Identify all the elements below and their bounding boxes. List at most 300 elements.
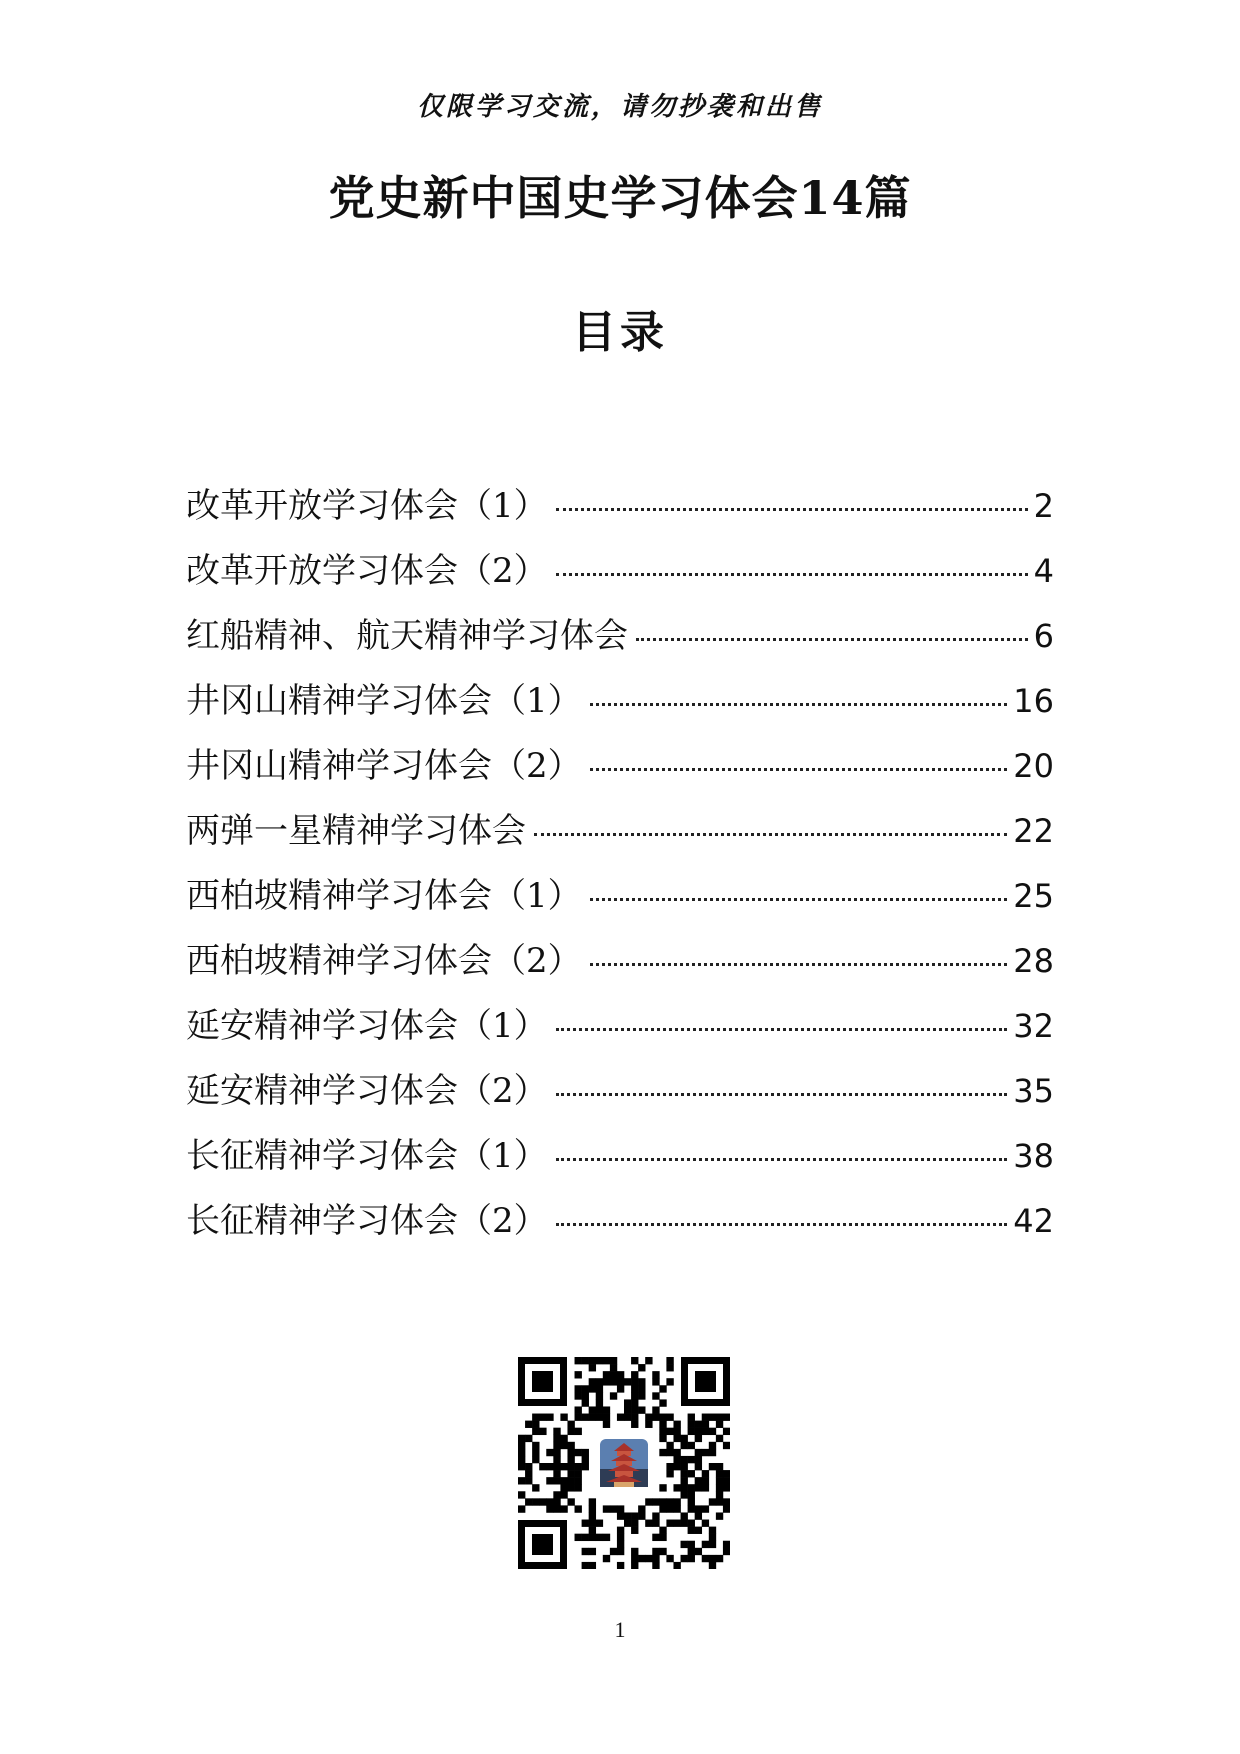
qr-module — [575, 1385, 582, 1392]
qr-module — [673, 1562, 680, 1569]
qr-module — [716, 1463, 723, 1470]
qr-module — [553, 1428, 560, 1435]
qr-module — [567, 1470, 574, 1477]
toc-entry-title: 红船精神、航天精神学习体会 — [186, 616, 628, 656]
qr-module — [688, 1456, 695, 1463]
qr-module — [532, 1498, 539, 1505]
qr-module — [702, 1477, 709, 1484]
qr-module — [617, 1548, 624, 1555]
qr-module — [596, 1534, 603, 1541]
qr-module — [681, 1435, 688, 1442]
toc-leader-dots — [534, 833, 1007, 836]
qr-module — [596, 1392, 603, 1399]
qr-module — [553, 1435, 560, 1442]
qr-module — [575, 1534, 582, 1541]
qr-module — [723, 1505, 730, 1512]
qr-module — [673, 1421, 680, 1428]
qr-module — [659, 1498, 666, 1505]
qr-module — [723, 1484, 730, 1491]
qr-module — [553, 1505, 560, 1512]
qr-module — [688, 1442, 695, 1449]
qr-module — [603, 1414, 610, 1421]
toc-entry-title: 改革开放学习体会（2） — [186, 551, 548, 591]
toc-entry-title: 长征精神学习体会（2） — [186, 1201, 548, 1241]
qr-module — [702, 1484, 709, 1491]
qr-module — [525, 1463, 532, 1470]
qr-module — [681, 1477, 688, 1484]
qr-module — [666, 1378, 673, 1385]
toc-entry-title: 长征精神学习体会（1） — [186, 1136, 548, 1176]
qr-module — [709, 1555, 716, 1562]
qr-module — [610, 1505, 617, 1512]
qr-module — [681, 1541, 688, 1548]
qr-module — [645, 1555, 652, 1562]
qr-module — [631, 1562, 638, 1569]
qr-module — [560, 1477, 567, 1484]
qr-module — [723, 1477, 730, 1484]
qr-module — [575, 1357, 582, 1364]
copyright-notice: 仅限学习交流，请勿抄袭和出售 — [416, 92, 823, 122]
toc-entry[interactable] — [186, 868, 1054, 933]
toc-entry-title: 延安精神学习体会（2） — [186, 1071, 548, 1111]
qr-module — [575, 1392, 582, 1399]
qr-module — [723, 1470, 730, 1477]
qr-module — [575, 1484, 582, 1491]
toc-entry-page-number: 20 — [1013, 747, 1054, 785]
qr-module — [688, 1428, 695, 1435]
qr-module — [716, 1414, 723, 1421]
toc-leader-dots — [590, 963, 1008, 966]
qr-module — [638, 1512, 645, 1519]
qr-module — [610, 1548, 617, 1555]
qr-module — [702, 1505, 709, 1512]
qr-module — [723, 1548, 730, 1555]
qr-module — [525, 1421, 532, 1428]
qr-module — [652, 1534, 659, 1541]
qr-module — [582, 1385, 589, 1392]
qr-module — [532, 1421, 539, 1428]
toc-heading: 目录 — [572, 307, 668, 358]
qr-module — [695, 1421, 702, 1428]
qr-module — [709, 1534, 716, 1541]
qr-module — [567, 1449, 574, 1456]
qr-module — [617, 1527, 624, 1534]
qr-module — [673, 1449, 680, 1456]
qr-module — [631, 1421, 638, 1428]
qr-module — [688, 1421, 695, 1428]
qr-module — [695, 1477, 702, 1484]
toc-entry-page-number: 42 — [1013, 1202, 1054, 1240]
toc-entry[interactable] — [186, 673, 1054, 738]
qr-module — [525, 1435, 532, 1442]
qr-module — [582, 1548, 589, 1555]
qr-module — [518, 1477, 525, 1484]
toc-entry[interactable] — [186, 933, 1054, 998]
qr-module — [560, 1505, 567, 1512]
document-title: 党史新中国史学习体会14篇 — [328, 171, 912, 225]
qr-module — [624, 1414, 631, 1421]
qr-module — [723, 1414, 730, 1421]
qr-module — [681, 1555, 688, 1562]
qr-module — [567, 1498, 574, 1505]
qr-module — [610, 1392, 617, 1399]
qr-module — [518, 1449, 525, 1456]
qr-module — [560, 1414, 567, 1421]
qr-module — [631, 1378, 638, 1385]
toc-leader-dots — [636, 638, 1028, 641]
qr-module — [582, 1534, 589, 1541]
qr-module — [575, 1414, 582, 1421]
qr-module — [645, 1357, 652, 1364]
qr-module — [589, 1548, 596, 1555]
qr-module — [652, 1378, 659, 1385]
qr-module — [582, 1463, 589, 1470]
toc-leader-dots — [556, 1158, 1008, 1161]
qr-module — [652, 1512, 659, 1519]
qr-module — [652, 1498, 659, 1505]
qr-module — [603, 1406, 610, 1413]
qr-module — [603, 1371, 610, 1378]
qr-module — [709, 1562, 716, 1569]
qr-module — [695, 1456, 702, 1463]
qr-module — [688, 1484, 695, 1491]
toc-leader-dots — [556, 1028, 1008, 1031]
qr-module — [631, 1357, 638, 1364]
qr-module — [688, 1491, 695, 1498]
qr-module — [695, 1428, 702, 1435]
qr-module — [631, 1520, 638, 1527]
qr-module — [560, 1442, 567, 1449]
toc-entry-title: 改革开放学习体会（1） — [186, 486, 548, 526]
qr-module — [575, 1371, 582, 1378]
qr-module — [560, 1484, 567, 1491]
toc-leader-dots — [590, 898, 1008, 901]
toc-leader-dots — [556, 1093, 1008, 1096]
qr-module — [716, 1435, 723, 1442]
qr-module — [575, 1505, 582, 1512]
pagoda-logo-icon — [597, 1436, 651, 1490]
qr-module — [659, 1435, 666, 1442]
qr-module — [567, 1484, 574, 1491]
qr-module — [659, 1505, 666, 1512]
qr-module — [631, 1512, 638, 1519]
qr-module — [631, 1385, 638, 1392]
toc-entry-page-number: 16 — [1013, 682, 1054, 720]
qr-module — [539, 1414, 546, 1421]
toc-entry[interactable] — [186, 608, 1054, 673]
qr-module — [610, 1378, 617, 1385]
qr-module — [652, 1555, 659, 1562]
qr-module — [603, 1534, 610, 1541]
toc-entry[interactable] — [186, 1193, 1054, 1258]
qr-module — [659, 1414, 666, 1421]
qr-module — [666, 1449, 673, 1456]
qr-module — [575, 1428, 582, 1435]
qr-module — [525, 1470, 532, 1477]
qr-module — [624, 1406, 631, 1413]
qr-module — [532, 1484, 539, 1491]
qr-module — [666, 1463, 673, 1470]
toc-leader-dots — [556, 1223, 1008, 1226]
qr-module — [652, 1562, 659, 1569]
toc-entry-page-number: 2 — [1033, 487, 1054, 525]
qr-module — [624, 1520, 631, 1527]
qr-module — [596, 1385, 603, 1392]
qr-module — [575, 1477, 582, 1484]
qr-module — [709, 1449, 716, 1456]
qr-module — [688, 1555, 695, 1562]
qr-module — [673, 1505, 680, 1512]
qr-module — [596, 1378, 603, 1385]
qr-module — [525, 1498, 532, 1505]
qr-module — [673, 1484, 680, 1491]
qr-module — [553, 1463, 560, 1470]
toc-entry-page-number: 32 — [1013, 1007, 1054, 1045]
qr-module — [567, 1421, 574, 1428]
qr-module — [723, 1442, 730, 1449]
qr-module — [610, 1357, 617, 1364]
qr-module — [617, 1512, 624, 1519]
qr-module — [666, 1357, 673, 1364]
toc-entry[interactable] — [186, 543, 1054, 608]
qr-module — [666, 1442, 673, 1449]
qr-module — [589, 1520, 596, 1527]
qr-module — [716, 1484, 723, 1491]
qr-module — [575, 1449, 582, 1456]
qr-module — [596, 1414, 603, 1421]
qr-module — [645, 1421, 652, 1428]
qr-module — [666, 1364, 673, 1371]
qr-module — [716, 1421, 723, 1428]
qr-module — [532, 1428, 539, 1435]
qr-module — [631, 1527, 638, 1534]
qr-module — [617, 1534, 624, 1541]
qr-module — [702, 1541, 709, 1548]
qr-code-icon — [518, 1357, 730, 1569]
qr-module — [546, 1463, 553, 1470]
qr-module — [575, 1463, 582, 1470]
toc-entry-title: 井冈山精神学习体会（1） — [186, 681, 582, 721]
qr-module — [589, 1385, 596, 1392]
qr-module — [603, 1505, 610, 1512]
qr-module — [681, 1491, 688, 1498]
qr-module — [575, 1406, 582, 1413]
toc-entry-page-number: 25 — [1013, 877, 1054, 915]
toc-entry-page-number: 22 — [1013, 812, 1054, 850]
page-number: 1 — [614, 1617, 626, 1642]
qr-module — [716, 1477, 723, 1484]
qr-module — [589, 1512, 596, 1519]
qr-module — [582, 1562, 589, 1569]
qr-module — [702, 1421, 709, 1428]
qr-module — [659, 1399, 666, 1406]
qr-module — [645, 1520, 652, 1527]
qr-module — [702, 1555, 709, 1562]
toc-entry[interactable] — [186, 803, 1054, 868]
toc-entry[interactable] — [186, 1063, 1054, 1128]
qr-module — [666, 1414, 673, 1421]
qr-module — [582, 1449, 589, 1456]
qr-module — [681, 1470, 688, 1477]
qr-module — [652, 1406, 659, 1413]
qr-module — [589, 1364, 596, 1371]
qr-module — [666, 1428, 673, 1435]
qr-module — [638, 1392, 645, 1399]
toc-entry-title: 井冈山精神学习体会（2） — [186, 746, 582, 786]
qr-module — [688, 1520, 695, 1527]
qr-finder-top-right — [681, 1357, 730, 1406]
qr-module — [716, 1470, 723, 1477]
qr-module — [695, 1512, 702, 1519]
qr-finder-bottom-left — [518, 1520, 567, 1569]
qr-module — [553, 1449, 560, 1456]
qr-module — [596, 1406, 603, 1413]
qr-module — [518, 1505, 525, 1512]
qr-module — [709, 1498, 716, 1505]
qr-module — [695, 1527, 702, 1534]
qr-module — [617, 1541, 624, 1548]
qr-module — [702, 1428, 709, 1435]
qr-module — [709, 1428, 716, 1435]
qr-module — [624, 1512, 631, 1519]
qr-module — [603, 1357, 610, 1364]
qr-module — [638, 1555, 645, 1562]
qr-module — [589, 1378, 596, 1385]
qr-module — [546, 1449, 553, 1456]
qr-module — [596, 1357, 603, 1364]
qr-module — [688, 1414, 695, 1421]
qr-module — [695, 1505, 702, 1512]
qr-module — [659, 1449, 666, 1456]
qr-module — [539, 1428, 546, 1435]
qr-module — [673, 1498, 680, 1505]
toc-entry-title: 西柏坡精神学习体会（1） — [186, 876, 582, 916]
qr-module — [617, 1378, 624, 1385]
toc-entry[interactable] — [186, 1128, 1054, 1193]
toc-entry-page-number: 28 — [1013, 942, 1054, 980]
qr-module — [645, 1414, 652, 1421]
qr-module — [638, 1378, 645, 1385]
qr-module — [617, 1562, 624, 1569]
qr-module — [631, 1406, 638, 1413]
qr-module — [582, 1456, 589, 1463]
qr-module — [638, 1406, 645, 1413]
toc-entry-title: 西柏坡精神学习体会（2） — [186, 941, 582, 981]
qr-module — [673, 1456, 680, 1463]
qr-module — [631, 1414, 638, 1421]
qr-module — [603, 1378, 610, 1385]
toc-entry[interactable] — [186, 738, 1054, 803]
toc-entry[interactable] — [186, 998, 1054, 1063]
qr-module — [666, 1555, 673, 1562]
qr-module — [567, 1463, 574, 1470]
qr-module — [723, 1541, 730, 1548]
qr-module — [688, 1548, 695, 1555]
qr-module — [709, 1463, 716, 1470]
qr-module — [560, 1491, 567, 1498]
qr-module — [652, 1371, 659, 1378]
toc-leader-dots — [556, 508, 1028, 511]
qr-module — [539, 1498, 546, 1505]
qr-module — [518, 1435, 525, 1442]
qr-module — [546, 1505, 553, 1512]
qr-module — [681, 1484, 688, 1491]
qr-module — [652, 1520, 659, 1527]
qr-module — [560, 1463, 567, 1470]
toc-entry[interactable] — [186, 478, 1054, 543]
qr-module — [709, 1442, 716, 1449]
qr-module — [582, 1399, 589, 1406]
qr-module — [666, 1470, 673, 1477]
qr-module — [532, 1442, 539, 1449]
qr-finder-top-left — [518, 1357, 567, 1406]
toc-leader-dots — [590, 703, 1008, 706]
qr-module — [553, 1456, 560, 1463]
qr-module — [560, 1435, 567, 1442]
qr-module — [582, 1414, 589, 1421]
qr-module — [532, 1456, 539, 1463]
toc-entry-page-number: 38 — [1013, 1137, 1054, 1175]
qr-module — [518, 1456, 525, 1463]
table-of-contents — [186, 478, 1054, 1258]
qr-module — [638, 1385, 645, 1392]
qr-module — [582, 1357, 589, 1364]
qr-module — [553, 1470, 560, 1477]
qr-module — [702, 1414, 709, 1421]
qr-module — [666, 1520, 673, 1527]
qr-module — [631, 1548, 638, 1555]
qr-module — [582, 1520, 589, 1527]
qr-module — [702, 1449, 709, 1456]
qr-module — [723, 1428, 730, 1435]
qr-module — [624, 1399, 631, 1406]
qr-module — [659, 1421, 666, 1428]
qr-module — [631, 1392, 638, 1399]
qr-module — [652, 1392, 659, 1399]
qr-module — [681, 1456, 688, 1463]
qr-module — [553, 1442, 560, 1449]
qr-module — [659, 1385, 666, 1392]
qr-module — [567, 1456, 574, 1463]
qr-module — [589, 1498, 596, 1505]
qr-module — [589, 1406, 596, 1413]
qr-module — [624, 1378, 631, 1385]
qr-module — [681, 1442, 688, 1449]
qr-module — [582, 1392, 589, 1399]
qr-module — [659, 1534, 666, 1541]
qr-module — [546, 1414, 553, 1421]
qr-module — [567, 1428, 574, 1435]
toc-entry-page-number: 6 — [1033, 617, 1054, 655]
qr-module — [589, 1562, 596, 1569]
qr-module — [589, 1357, 596, 1364]
qr-module — [567, 1477, 574, 1484]
qr-module — [688, 1541, 695, 1548]
qr-module — [575, 1470, 582, 1477]
qr-module — [631, 1555, 638, 1562]
qr-module — [681, 1512, 688, 1519]
qr-module — [596, 1399, 603, 1406]
qr-module — [617, 1505, 624, 1512]
qr-module — [695, 1463, 702, 1470]
qr-module — [553, 1498, 560, 1505]
qr-module — [603, 1421, 610, 1428]
qr-module — [645, 1498, 652, 1505]
qr-module — [681, 1520, 688, 1527]
qr-module — [673, 1428, 680, 1435]
qr-module — [539, 1463, 546, 1470]
qr-module — [695, 1435, 702, 1442]
